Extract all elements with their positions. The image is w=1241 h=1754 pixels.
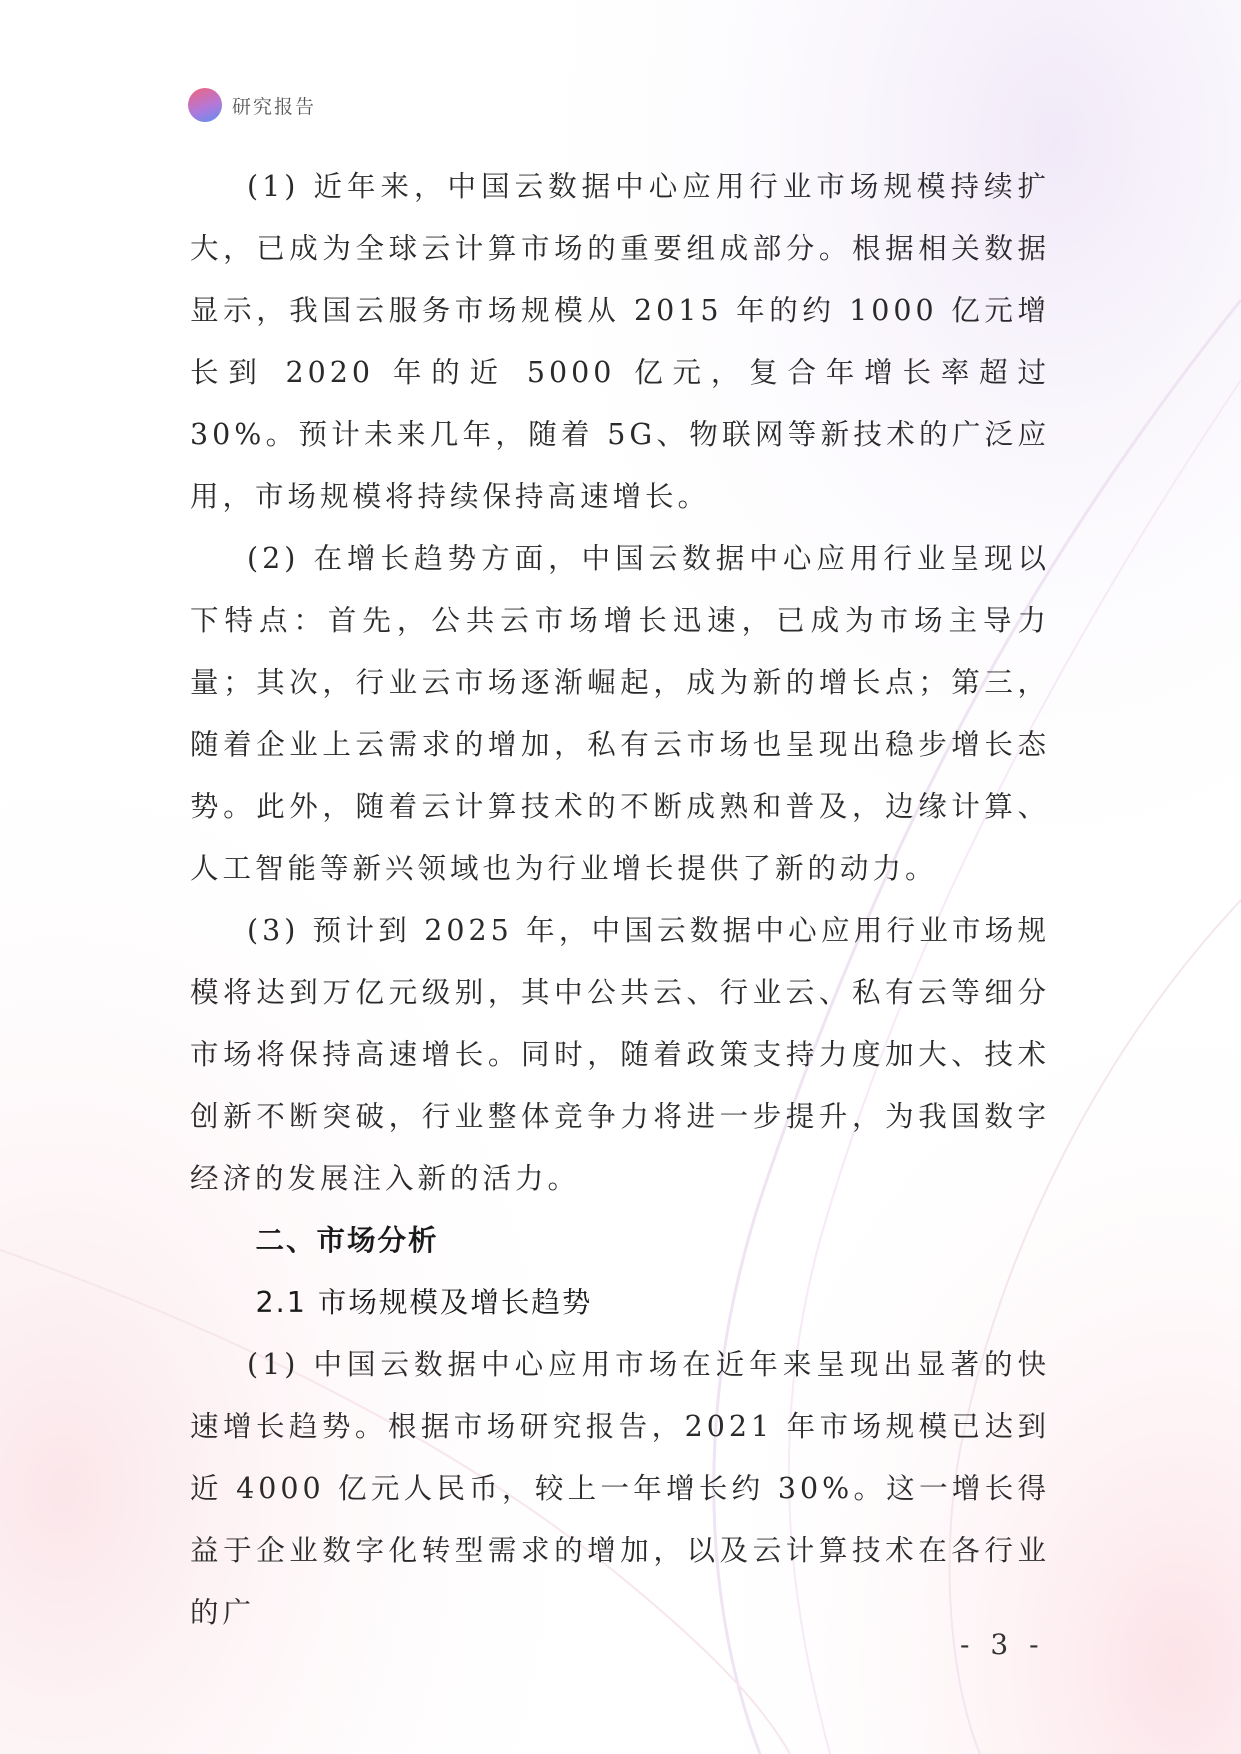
subsection-heading: 2.1 市场规模及增长趋势	[255, 1286, 593, 1319]
header-label: 研究报告	[232, 95, 317, 118]
paragraph-4: (1) 中国云数据中心应用市场在近年来呈现出显著的快速增长趋势。根据市场研究报告，2021 年市场规模已达到近 4000 亿元人民币，较上一年增长约 30%。这一增长得益于企业数字化转型需求的增加，以及云计算技术在各行业的广	[190, 1348, 1050, 1629]
section-heading: 二、市场分析	[255, 1224, 439, 1257]
paragraph-3: (3) 预计到 2025 年，中国云数据中心应用行业市场规模将达到万亿元级别，其中公共云、行业云、私有云等细分市场将保持高速增长。同时，随着政策支持力度加大、技术创新不断突破，行业整体竞争力将进一步提升，为我国数字经济的发展注入新的活力。	[190, 914, 1050, 1195]
paragraph-2: (2) 在增长趋势方面，中国云数据中心应用行业呈现以下特点：首先，公共云市场增长迅速，已成为市场主导力量；其次，行业云市场逐渐崛起，成为新的增长点；第三，随着企业上云需求的增加，私有云市场也呈现出稳步增长态势。此外，随着云计算技术的不断成熟和普及，边缘计算、人工智能等新兴领域也为行业增长提供了新的动力。	[190, 542, 1050, 885]
logo-circle-icon	[188, 88, 222, 122]
document-body	[190, 156, 1050, 1644]
report-header	[188, 88, 316, 122]
page-number: - 3 -	[960, 1628, 1045, 1661]
paragraph-1: (1) 近年来，中国云数据中心应用行业市场规模持续扩大，已成为全球云计算市场的重要组成部分。根据相关数据显示，我国云服务市场规模从 2015 年的约 1000 亿元增长到 2020 年的近 5000 亿元，复合年增长率超过 30%。预计未来几年，随着 5G、物联网等新技术的广泛应用，市场规模将持续保持高速增长。	[190, 170, 1050, 513]
